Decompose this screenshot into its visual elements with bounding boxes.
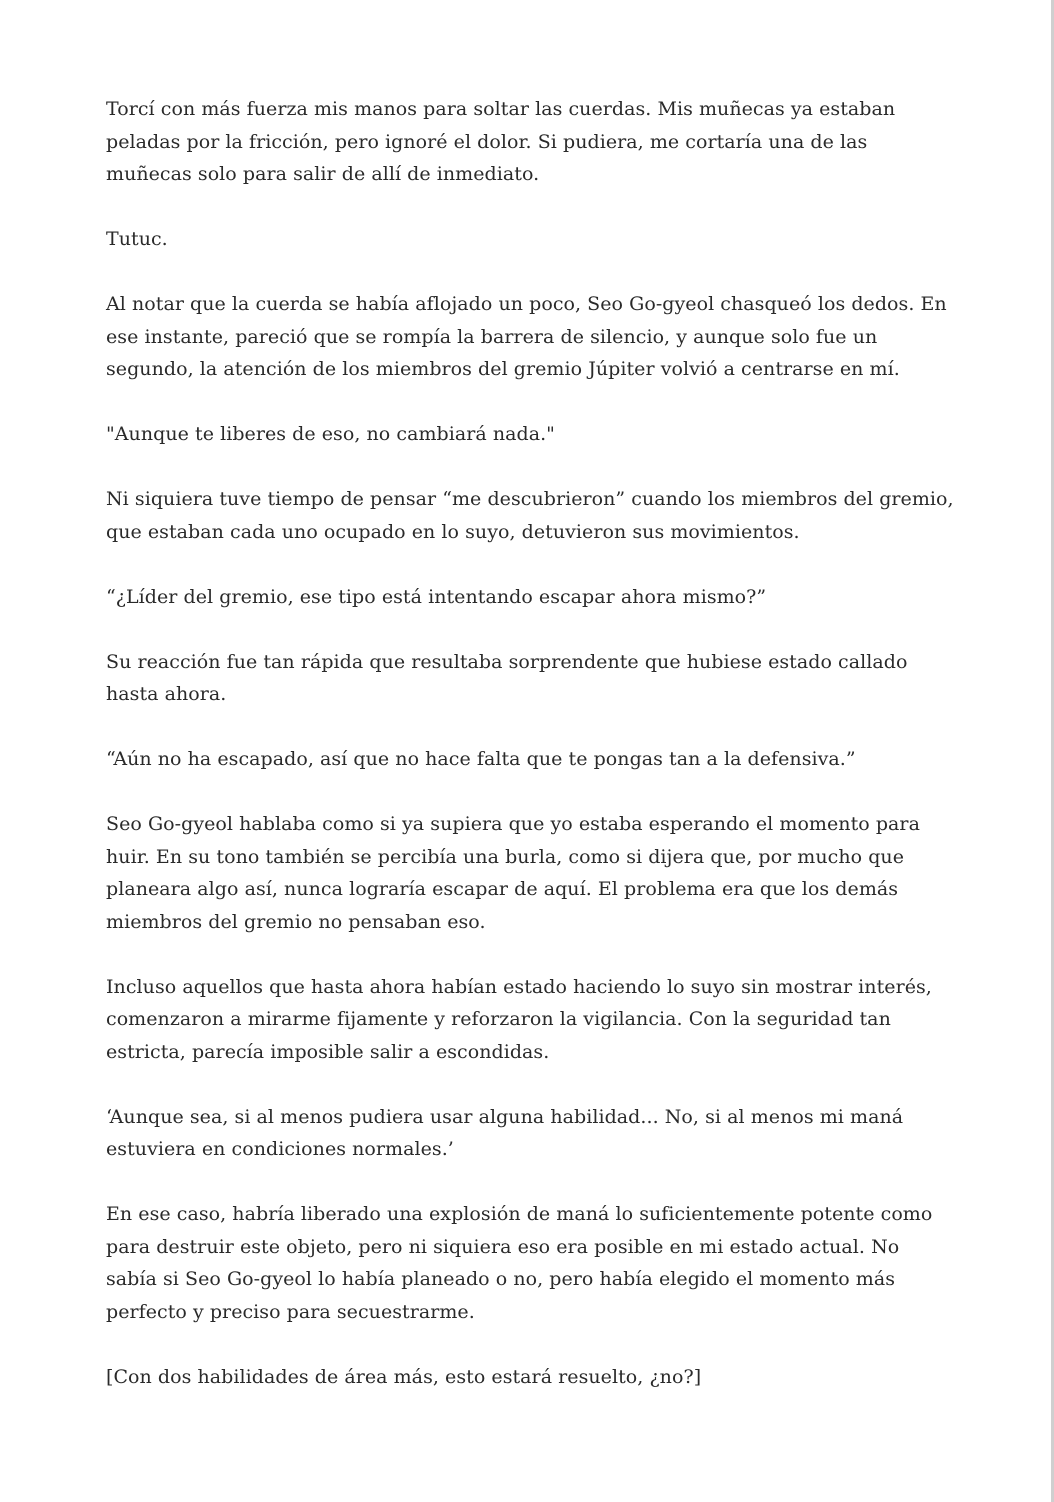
- paragraph-2: Tutuc.: [106, 228, 168, 250]
- paragraph-13: [Con dos habilidades de área más, esto estará resuelto, ¿no?]: [106, 1365, 702, 1388]
- paragraph-6: “¿Líder del gremio, ese tipo está intentando escapar ahora mismo?”: [106, 585, 767, 608]
- document-body: [106, 93, 956, 1426]
- paragraph-3: Al notar que la cuerda se había aflojado un poco, Seo Go-gyeol chasqueó los dedos. En ese instante, pareció que se rompía la barrera de silencio, y aunque solo fue un segundo, la atención de los miembros del gremio Júpiter volvió a centrarse en mí.: [106, 293, 947, 380]
- paragraph-9: Seo Go-gyeol hablaba como si ya supiera que yo estaba esperando el momento para huir. En su tono también se percibía una burla, como si dijera que, por mucho que planeara algo así, nunca lograría escapar de aquí. El problema era que los demás miembros del gremio no pensaban eso.: [106, 813, 920, 933]
- paragraph-1: Torcí con más fuerza mis manos para soltar las cuerdas. Mis muñecas ya estaban peladas por la fricción, pero ignoré el dolor. Si pudiera, me cortaría una de las muñecas solo para salir de allí de inmediato.: [106, 98, 896, 185]
- paragraph-4: "Aunque te liberes de eso, no cambiará nada.": [106, 423, 555, 445]
- paragraph-12: En ese caso, habría liberado una explosión de maná lo suficientemente potente como para destruir este objeto, pero ni siquiera eso era posible en mi estado actual. No sabía si Seo Go-gyeol lo había planeado o no, pero había elegido el momento más perfecto y preciso para secuestrarme.: [106, 1203, 933, 1323]
- paragraph-10: Incluso aquellos que hasta ahora habían estado haciendo lo suyo sin mostrar interés, comenzaron a mirarme fijamente y reforzaron la vigilancia. Con la seguridad tan estricta, parecía imposible salir a escondidas.: [106, 975, 932, 1063]
- paragraph-5: Ni siquiera tuve tiempo de pensar “me descubrieron” cuando los miembros del gremio, que estaban cada uno ocupado en lo suyo, detuvieron sus movimientos.: [106, 488, 954, 543]
- paragraph-11: ‘Aunque sea, si al menos pudiera usar alguna habilidad... No, si al menos mi maná estuviera en condiciones normales.’: [106, 1105, 904, 1160]
- paragraph-7: Su reacción fue tan rápida que resultaba sorprendente que hubiese estado callado hasta ahora.: [106, 650, 908, 705]
- paragraph-8: “Aún no ha escapado, así que no hace falta que te pongas tan a la defensiva.”: [106, 748, 856, 770]
